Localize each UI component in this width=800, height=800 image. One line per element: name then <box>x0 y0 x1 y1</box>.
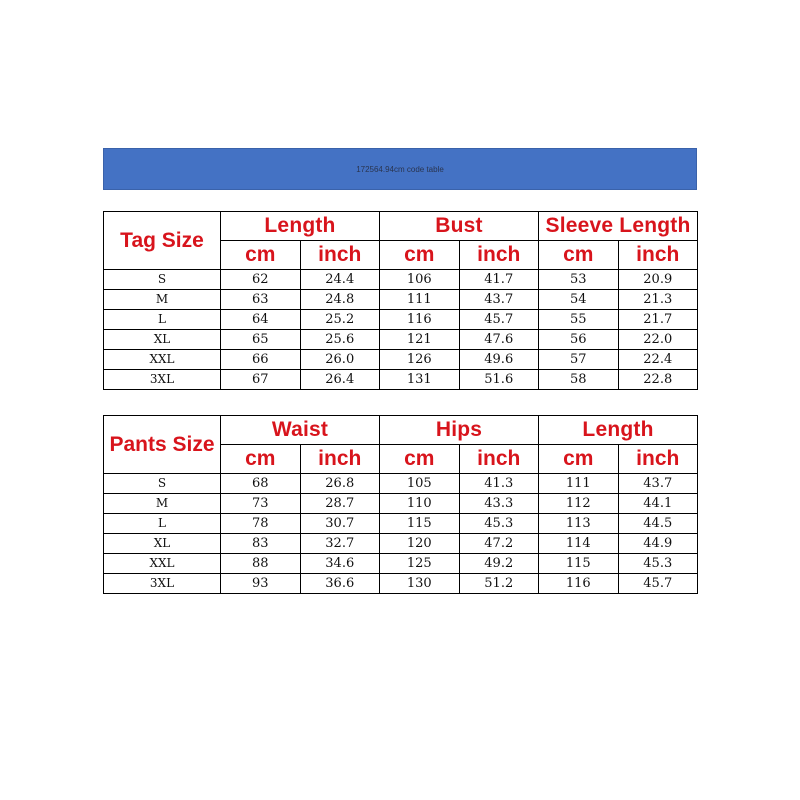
table-cell: 21.7 <box>618 310 698 330</box>
table-cell: 51.2 <box>459 574 539 594</box>
size-label-cell: L <box>104 310 221 330</box>
table-cell: 125 <box>380 554 460 574</box>
unit-header: inch <box>300 241 380 270</box>
size-label-cell: 3XL <box>104 370 221 390</box>
table-cell: 68 <box>221 474 301 494</box>
table-cell: 111 <box>380 290 460 310</box>
table-cell: 41.3 <box>459 474 539 494</box>
unit-header: inch <box>459 445 539 474</box>
table-cell: 106 <box>380 270 460 290</box>
table-cell: 121 <box>380 330 460 350</box>
table-cell: 24.4 <box>300 270 380 290</box>
table-cell: 43.7 <box>618 474 698 494</box>
table-row <box>104 330 698 350</box>
pants-length-header: Length <box>539 416 698 445</box>
table-cell: 22.4 <box>618 350 698 370</box>
tops-table-body <box>104 270 698 390</box>
table-cell: 49.2 <box>459 554 539 574</box>
sleeve-length-header: Sleeve Length <box>539 212 698 241</box>
tag-size-header: Tag Size <box>104 212 221 270</box>
tops-size-table <box>103 211 698 390</box>
table-cell: 36.6 <box>300 574 380 594</box>
table-cell: 47.6 <box>459 330 539 350</box>
size-label-cell: M <box>104 290 221 310</box>
table-row <box>104 350 698 370</box>
table-cell: 49.6 <box>459 350 539 370</box>
unit-header: inch <box>300 445 380 474</box>
hips-header: Hips <box>380 416 539 445</box>
table-cell: 131 <box>380 370 460 390</box>
table-cell: 88 <box>221 554 301 574</box>
table-cell: 113 <box>539 514 619 534</box>
table-cell: 116 <box>539 574 619 594</box>
table-cell: 126 <box>380 350 460 370</box>
size-label-cell: L <box>104 514 221 534</box>
table-cell: 24.8 <box>300 290 380 310</box>
table-cell: 66 <box>221 350 301 370</box>
pants-table-body <box>104 474 698 594</box>
table-cell: 62 <box>221 270 301 290</box>
table-cell: 120 <box>380 534 460 554</box>
table-cell: 56 <box>539 330 619 350</box>
table-cell: 64 <box>221 310 301 330</box>
size-label-cell: S <box>104 270 221 290</box>
unit-header: cm <box>539 445 619 474</box>
table-cell: 105 <box>380 474 460 494</box>
table-cell: 20.9 <box>618 270 698 290</box>
unit-header: inch <box>618 241 698 270</box>
table-cell: 44.1 <box>618 494 698 514</box>
table-cell: 34.6 <box>300 554 380 574</box>
size-label-cell: XL <box>104 330 221 350</box>
unit-header: cm <box>221 241 301 270</box>
table-row <box>104 290 698 310</box>
table-cell: 44.5 <box>618 514 698 534</box>
table-cell: 41.7 <box>459 270 539 290</box>
table-cell: 45.7 <box>459 310 539 330</box>
size-label-cell: XL <box>104 534 221 554</box>
table-cell: 28.7 <box>300 494 380 514</box>
table-cell: 25.2 <box>300 310 380 330</box>
unit-header: cm <box>221 445 301 474</box>
unit-header: cm <box>539 241 619 270</box>
table-row <box>104 514 698 534</box>
table-cell: 53 <box>539 270 619 290</box>
table-cell: 32.7 <box>300 534 380 554</box>
size-label-cell: M <box>104 494 221 514</box>
length-header: Length <box>221 212 380 241</box>
table-row <box>104 474 698 494</box>
table-row <box>104 310 698 330</box>
table-cell: 116 <box>380 310 460 330</box>
table-cell: 115 <box>539 554 619 574</box>
table-row <box>104 494 698 514</box>
table-cell: 110 <box>380 494 460 514</box>
bust-header: Bust <box>380 212 539 241</box>
table-cell: 58 <box>539 370 619 390</box>
size-label-cell: S <box>104 474 221 494</box>
table-cell: 57 <box>539 350 619 370</box>
table-cell: 44.9 <box>618 534 698 554</box>
table-cell: 22.0 <box>618 330 698 350</box>
table-cell: 112 <box>539 494 619 514</box>
table-row <box>104 554 698 574</box>
table-cell: 63 <box>221 290 301 310</box>
table-cell: 67 <box>221 370 301 390</box>
table-cell: 51.6 <box>459 370 539 390</box>
table-cell: 45.7 <box>618 574 698 594</box>
pants-size-table <box>103 415 698 594</box>
table-title: 172564.94cm code table <box>356 164 444 174</box>
table-cell: 26.0 <box>300 350 380 370</box>
table-cell: 55 <box>539 310 619 330</box>
unit-header: cm <box>380 241 460 270</box>
table-row <box>104 370 698 390</box>
table-cell: 73 <box>221 494 301 514</box>
table-cell: 83 <box>221 534 301 554</box>
size-label-cell: 3XL <box>104 574 221 594</box>
table-cell: 43.7 <box>459 290 539 310</box>
table-cell: 43.3 <box>459 494 539 514</box>
table-cell: 26.8 <box>300 474 380 494</box>
table-cell: 115 <box>380 514 460 534</box>
table-cell: 26.4 <box>300 370 380 390</box>
table-row <box>104 534 698 554</box>
unit-header: inch <box>459 241 539 270</box>
table-cell: 45.3 <box>618 554 698 574</box>
pants-size-header: Pants Size <box>104 416 221 474</box>
table-cell: 65 <box>221 330 301 350</box>
waist-header: Waist <box>221 416 380 445</box>
table-cell: 130 <box>380 574 460 594</box>
table-cell: 111 <box>539 474 619 494</box>
table-cell: 114 <box>539 534 619 554</box>
table-cell: 78 <box>221 514 301 534</box>
table-cell: 47.2 <box>459 534 539 554</box>
size-label-cell: XXL <box>104 554 221 574</box>
unit-header: cm <box>380 445 460 474</box>
size-label-cell: XXL <box>104 350 221 370</box>
table-row <box>104 270 698 290</box>
table-cell: 25.6 <box>300 330 380 350</box>
table-cell: 45.3 <box>459 514 539 534</box>
table-cell: 93 <box>221 574 301 594</box>
unit-header: inch <box>618 445 698 474</box>
table-cell: 21.3 <box>618 290 698 310</box>
table-row <box>104 574 698 594</box>
table-cell: 30.7 <box>300 514 380 534</box>
table-cell: 54 <box>539 290 619 310</box>
table-cell: 22.8 <box>618 370 698 390</box>
table-title-banner <box>103 148 697 190</box>
